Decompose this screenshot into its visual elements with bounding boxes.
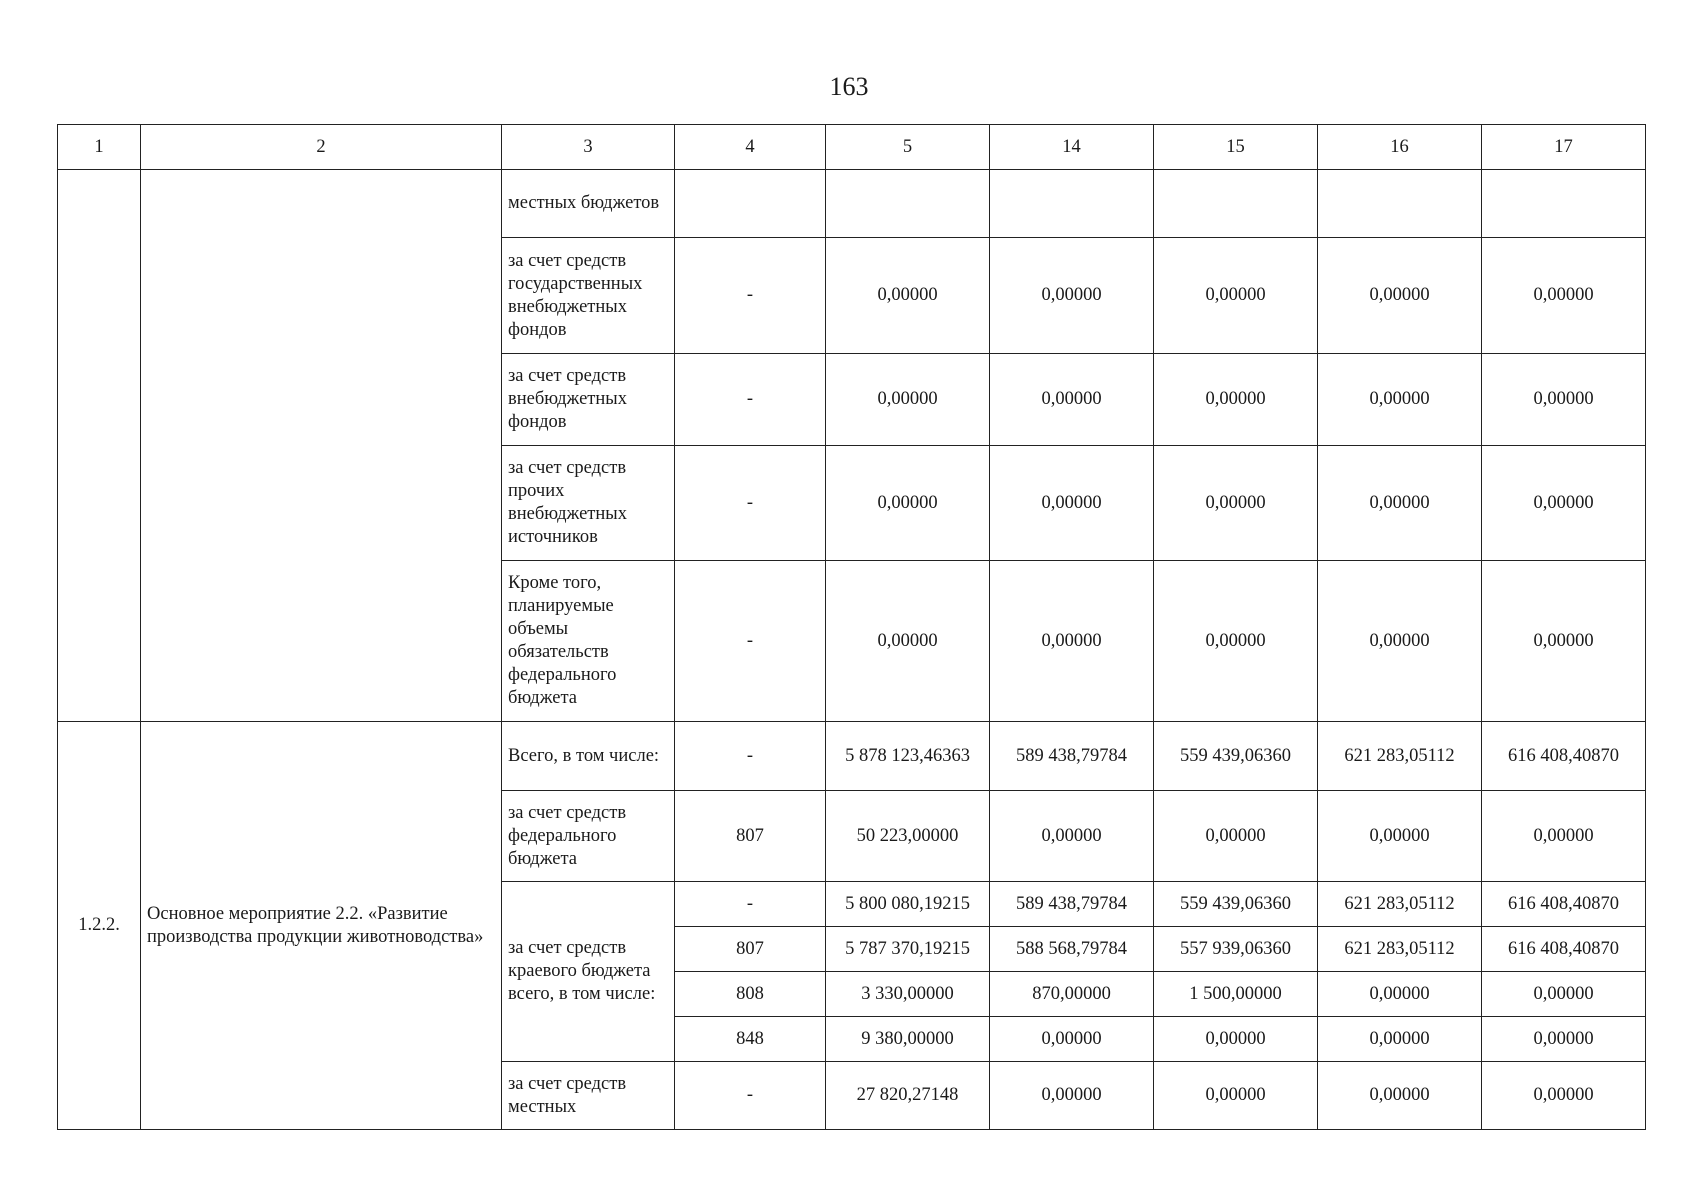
value-cell	[1482, 170, 1646, 238]
code-cell: -	[675, 561, 826, 722]
code-cell: -	[675, 882, 826, 927]
header-cell: 5	[826, 125, 990, 170]
value-cell: 5 787 370,19215	[826, 927, 990, 972]
value-cell: 0,00000	[826, 561, 990, 722]
funding-source-cell: за счет средств государственных внебюджетных фондов	[502, 238, 675, 354]
header-cell: 3	[502, 125, 675, 170]
value-cell: 0,00000	[1318, 791, 1482, 882]
value-cell	[1318, 170, 1482, 238]
value-cell: 0,00000	[1482, 791, 1646, 882]
measure-number-cell: 1.2.2.	[58, 722, 141, 1130]
value-cell: 0,00000	[1318, 238, 1482, 354]
header-cell: 4	[675, 125, 826, 170]
code-cell: 808	[675, 972, 826, 1017]
value-cell: 0,00000	[1154, 446, 1318, 561]
funding-source-cell: Кроме того, планируемые объемы обязательств федерального бюджета	[502, 561, 675, 722]
value-cell: 0,00000	[1154, 1062, 1318, 1130]
value-cell: 589 438,79784	[990, 882, 1154, 927]
value-cell: 3 330,00000	[826, 972, 990, 1017]
value-cell: 559 439,06360	[1154, 882, 1318, 927]
value-cell: 50 223,00000	[826, 791, 990, 882]
code-cell: -	[675, 722, 826, 791]
code-cell: -	[675, 238, 826, 354]
funding-source-cell: за счет средств внебюджетных фондов	[502, 354, 675, 446]
code-cell: -	[675, 1062, 826, 1130]
value-cell: 0,00000	[1318, 1062, 1482, 1130]
value-cell	[826, 170, 990, 238]
value-cell: 0,00000	[1154, 561, 1318, 722]
funding-source-cell: за счет средств федерального бюджета	[502, 791, 675, 882]
value-cell: 0,00000	[1482, 354, 1646, 446]
value-cell: 1 500,00000	[1154, 972, 1318, 1017]
header-cell: 17	[1482, 125, 1646, 170]
value-cell: 5 800 080,19215	[826, 882, 990, 927]
value-cell: 0,00000	[1482, 561, 1646, 722]
value-cell: 5 878 123,46363	[826, 722, 990, 791]
header-row	[58, 125, 1646, 170]
value-cell: 870,00000	[990, 972, 1154, 1017]
funding-source-cell: Всего, в том числе:	[502, 722, 675, 791]
value-cell: 621 283,05112	[1318, 722, 1482, 791]
empty-number-cell	[58, 170, 141, 722]
value-cell: 557 939,06360	[1154, 927, 1318, 972]
value-cell: 0,00000	[990, 1017, 1154, 1062]
value-cell	[1154, 170, 1318, 238]
value-cell: 0,00000	[990, 1062, 1154, 1130]
value-cell: 0,00000	[990, 791, 1154, 882]
value-cell: 9 380,00000	[826, 1017, 990, 1062]
value-cell: 616 408,40870	[1482, 927, 1646, 972]
code-cell	[675, 170, 826, 238]
value-cell: 616 408,40870	[1482, 882, 1646, 927]
value-cell: 588 568,79784	[990, 927, 1154, 972]
funding-source-cell: за счет средств местных	[502, 1062, 675, 1130]
code-cell: -	[675, 354, 826, 446]
value-cell: 589 438,79784	[990, 722, 1154, 791]
funding-source-cell: местных бюджетов	[502, 170, 675, 238]
value-cell: 0,00000	[1482, 1017, 1646, 1062]
measure-name-cell: Основное мероприятие 2.2. «Развитие производства продукции животноводства»	[141, 722, 502, 1130]
value-cell: 0,00000	[1482, 972, 1646, 1017]
value-cell: 0,00000	[1318, 1017, 1482, 1062]
value-cell: 0,00000	[1154, 1017, 1318, 1062]
budget-table	[57, 124, 1646, 1130]
value-cell: 0,00000	[1154, 354, 1318, 446]
value-cell: 0,00000	[826, 446, 990, 561]
code-cell: -	[675, 446, 826, 561]
page-number: 163	[829, 72, 869, 101]
value-cell: 0,00000	[826, 354, 990, 446]
value-cell: 559 439,06360	[1154, 722, 1318, 791]
value-cell: 0,00000	[1318, 446, 1482, 561]
value-cell: 0,00000	[990, 446, 1154, 561]
value-cell: 0,00000	[1482, 446, 1646, 561]
header-cell: 15	[1154, 125, 1318, 170]
value-cell: 0,00000	[1154, 238, 1318, 354]
value-cell: 621 283,05112	[1318, 882, 1482, 927]
header-cell: 2	[141, 125, 502, 170]
value-cell: 0,00000	[826, 238, 990, 354]
code-cell: 848	[675, 1017, 826, 1062]
value-cell: 616 408,40870	[1482, 722, 1646, 791]
value-cell: 0,00000	[990, 354, 1154, 446]
value-cell: 0,00000	[1154, 791, 1318, 882]
value-cell: 0,00000	[990, 561, 1154, 722]
value-cell: 0,00000	[1318, 972, 1482, 1017]
code-cell: 807	[675, 927, 826, 972]
value-cell: 621 283,05112	[1318, 927, 1482, 972]
value-cell	[990, 170, 1154, 238]
empty-name-cell	[141, 170, 502, 722]
code-cell: 807	[675, 791, 826, 882]
table-row	[58, 170, 1646, 238]
value-cell: 0,00000	[1318, 354, 1482, 446]
header-cell: 16	[1318, 125, 1482, 170]
value-cell: 0,00000	[1482, 238, 1646, 354]
header-cell: 14	[990, 125, 1154, 170]
value-cell: 0,00000	[1318, 561, 1482, 722]
value-cell: 0,00000	[1482, 1062, 1646, 1130]
funding-source-cell: за счет средств прочих внебюджетных источников	[502, 446, 675, 561]
funding-source-cell: за счет средств краевого бюджета всего, в том числе:	[502, 882, 675, 1062]
header-cell: 1	[58, 125, 141, 170]
value-cell: 27 820,27148	[826, 1062, 990, 1130]
value-cell: 0,00000	[990, 238, 1154, 354]
table-row	[58, 722, 1646, 791]
